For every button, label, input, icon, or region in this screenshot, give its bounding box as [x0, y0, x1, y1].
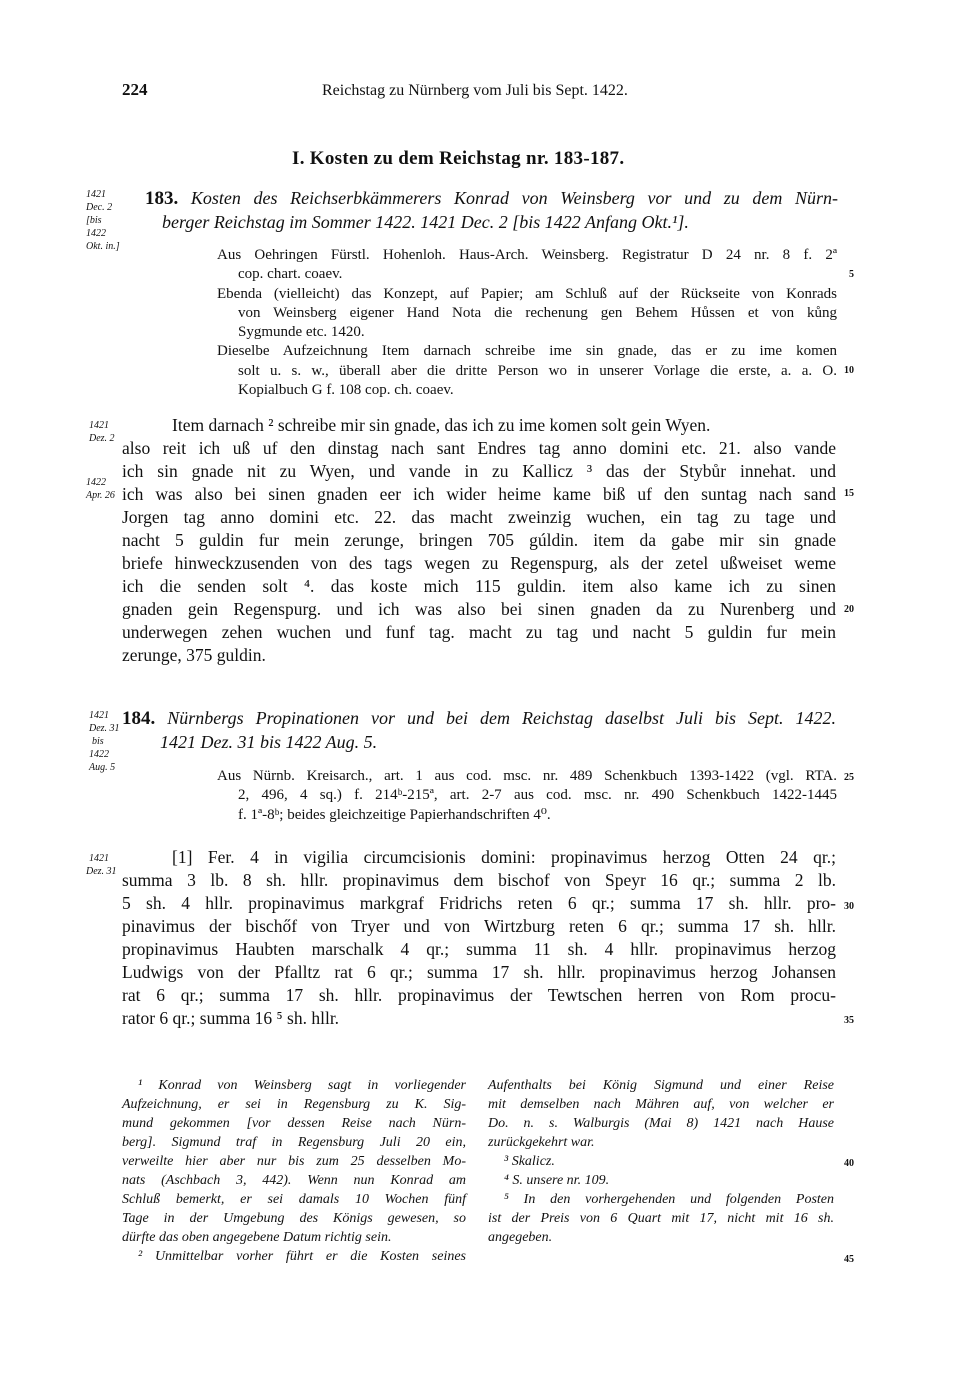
footnote-line: angegeben. — [488, 1230, 553, 1245]
entry-183-sources — [217, 246, 837, 400]
section-title: I. Kosten zu dem Reichstag nr. 183-187. — [292, 148, 625, 169]
source-line: Aus Oehringen Fürstl. Hohenloh. Haus-Arch. Weinsberg. Registratur D 24 nr. 8 f. 2ª — [217, 247, 837, 263]
text-line: [1] Fer. 4 in vigilia circumcisionis domini: propinavimus herzog Otten 24 qr.; — [172, 847, 836, 867]
margin-date-text-183b: 1422 Apr. 26 — [86, 477, 115, 501]
entry-184-sources — [217, 767, 837, 825]
footnote-line: Schluß bemerkt, er sei damals 10 Wochen fünf — [122, 1192, 466, 1207]
entry-184-heading — [122, 708, 836, 730]
text-line: summa 3 lb. 8 sh. hllr. propinavimus dem bischof von Speyr 16 qr.; summa 2 lb. — [122, 870, 836, 890]
footnote-line: ⁴ S. unsere nr. 109. — [504, 1173, 610, 1188]
line-number: 30 — [844, 901, 854, 912]
footnote-line: ¹ Konrad von Weinsberg sagt in vorliegender — [138, 1078, 466, 1093]
footnote-line: Aufzeichnung, er sei in Regensburg zu K. Sig- — [122, 1097, 466, 1112]
footnote-line: nats (Aschbach 3, 442). Wenn nun Konrad am — [122, 1173, 466, 1188]
margin-date-184: 1421 Dez. 31 bis 1422 Aug. 5 — [89, 710, 120, 773]
text-line: ich was also bei sinen gnaden eer ich wider heime kame biß uf den suntag nach sand — [122, 484, 836, 504]
entry-title-line: Kosten des Reichserbkämmerers Konrad von Weinsberg vor und zu dem Nürn- — [190, 188, 839, 208]
footnote-line: berg]. Sigmund traf in Regensburg Juli 20 ein, — [122, 1135, 466, 1150]
footnotes-left — [122, 1076, 466, 1266]
source-line: 2, 496, 4 sq.) f. 214ᵇ-215ª, art. 2-7 aus cod. msc. nr. 490 Schenkbuch 1422-1445 — [238, 787, 837, 804]
footnote-line: zurückgekehrt war. — [488, 1135, 595, 1150]
footnote-line: Aufenthalts bei König Sigmund und einer Reise — [488, 1078, 834, 1093]
entry-title-line: Nürnbergs Propinationen vor und bei dem Reichstag daselbst Juli bis Sept. 1422. — [167, 708, 837, 728]
entry-183-text — [122, 414, 836, 667]
text-line: rator 6 qr.; summa 16 ⁵ sh. hllr. — [122, 1008, 340, 1028]
footnote-line: ² Unmittelbar vorher führt er die Kosten seines — [138, 1249, 466, 1264]
source-line: Dieselbe Aufzeichnung Item darnach schreibe ime sin gnade, das er zu ime komen — [217, 343, 837, 360]
margin-date-183: 1421 Dec. 2 [bis 1422 Okt. in.] — [86, 189, 120, 252]
line-number: 20 — [844, 604, 854, 615]
margin-date-text-184: 1421 Dez. 31 — [86, 853, 117, 877]
source-line: Ebenda (vielleicht) das Konzept, auf Papier; am Schluß auf der Rückseite von Konrads — [217, 285, 837, 302]
footnote-line: ⁵ In den vorhergehenden und folgenden Posten — [504, 1192, 834, 1207]
footnote-line: Tage in der Umgebung des Königs gewesen, so — [122, 1211, 466, 1226]
footnote-line: mit demselben nach Mähren auf, von welcher er — [488, 1097, 834, 1112]
text-line: Jorgen tag anno domini etc. 22. das macht zweinzig wuchen, ein tag zu tage und — [122, 507, 836, 527]
entry-184-heading-line2: 1421 Dez. 31 bis 1422 Aug. 5. — [160, 732, 378, 752]
text-line: ich die senden solt ⁴. das koste mich 115 guldin. item also kame ich zu sinen — [122, 576, 836, 596]
source-line: cop. chart. coaev. — [238, 266, 343, 283]
source-line: f. 1ª-8ᵇ; beides gleichzeitige Papierhandschriften 4⁰. — [238, 806, 551, 823]
entry-183-heading — [145, 188, 838, 210]
entry-number: 184. — [122, 708, 156, 729]
footnote-line: mund gekommen [vor dessen Reise nach Nürn- — [122, 1116, 466, 1131]
text-line: briefe hinweckzusenden von des tags wegen zu Regenspurg, als der zetel ußweiset weme — [122, 553, 836, 573]
text-line: zerunge, 375 guldin. — [122, 645, 266, 665]
text-line: Ludwigs von der Pfalltz rat 6 qr.; summa 17 sh. hllr. propinavimus herzog Johansen — [122, 962, 836, 982]
line-number: 10 — [844, 365, 854, 376]
text-line: propinavimus Haubten marschalk 4 qr.; summa 11 sh. 4 hllr. propinavimus herzog — [122, 939, 836, 959]
source-line: Kopialbuch G f. 108 cop. ch. coaev. — [238, 382, 454, 399]
footnotes-right — [488, 1076, 834, 1247]
text-line: 5 sh. 4 hllr. propinavimus markgraf Fridrichs reten 6 qr.; summa 17 sh. hllr. pro- — [122, 893, 836, 913]
footnote-line: ³ Skalicz. — [504, 1154, 555, 1169]
text-line: rat 6 qr.; summa 17 sh. hllr. propinavimus der Tewtschen herren von Rom procu- — [122, 985, 836, 1005]
text-line: also reit ich uß uf den dinstag nach sant Endres tag anno domini etc. 21. also vande — [122, 438, 836, 458]
entry-number: 183. — [145, 188, 179, 209]
text-line: underwegen zehen wuchen und funf tag. macht zu tag und nacht 5 guldin fur mein — [122, 622, 836, 642]
source-line: solt u. s. w., überall aber die dritte Person wo in unserer Vorlage die erste, a. a. O. — [238, 362, 837, 379]
margin-date-text-183a: 1421 Dez. 2 — [89, 420, 115, 444]
footnote-line: dürfte das oben angegebene Datum richtig sein. — [122, 1230, 392, 1245]
line-number: 25 — [844, 772, 854, 783]
text-line: gnaden gein Regenspurg. und ich was also bei sinen gnaden da zu Nurenberg und — [122, 599, 836, 619]
line-number: 40 — [844, 1158, 854, 1169]
source-line: Aus Nürnb. Kreisarch., art. 1 aus cod. msc. nr. 489 Schenkbuch 1393-1422 (vgl. RTA. — [217, 768, 837, 784]
page-number: 224 — [122, 80, 148, 99]
footnote-line: Do. n. s. Walburgis (Mai 8) 1421 nach Hause — [488, 1116, 834, 1131]
text-line: nacht 5 guldin fur mein zerunge, bringen 705 gúldin. item da gabe mir sin gnade — [122, 530, 836, 550]
footnote-line: ist der Preis von 6 Quart mit 17, nicht mit 16 sh. — [488, 1211, 834, 1226]
running-title: Reichstag zu Nürnberg vom Juli bis Sept. 1422. — [322, 82, 628, 99]
entry-184-text — [122, 846, 836, 1030]
line-number: 15 — [844, 488, 854, 499]
source-line: von Weinsberg eigener Hand Nota die rechenung gen Behem Hůssen et von kůng — [238, 304, 837, 321]
line-number: 45 — [844, 1254, 854, 1265]
footnote-line: verweilte hier aber nur bis zum 25 desselben Mo- — [122, 1154, 466, 1169]
text-line: Item darnach ² schreibe mir sin gnade, das ich zu ime komen solt gein Wyen. — [172, 415, 711, 435]
text-line: ich sin gnade nit zu Wyen, und vande in zu Kallicz ³ das der Stybůr innehat. und — [122, 461, 836, 481]
line-number: 35 — [844, 1015, 854, 1026]
text-line: pinavimus der bischőf von Tryer und von Wirtzburg reten 6 qr.; summa 17 sh. hllr. — [122, 916, 836, 936]
source-line: Sygmunde etc. 1420. — [238, 324, 365, 341]
line-number: 5 — [849, 269, 854, 280]
entry-183-heading-line2: berger Reichstag im Sommer 1422. 1421 Dec. 2 [bis 1422 Anfang Okt.¹]. — [162, 212, 689, 232]
